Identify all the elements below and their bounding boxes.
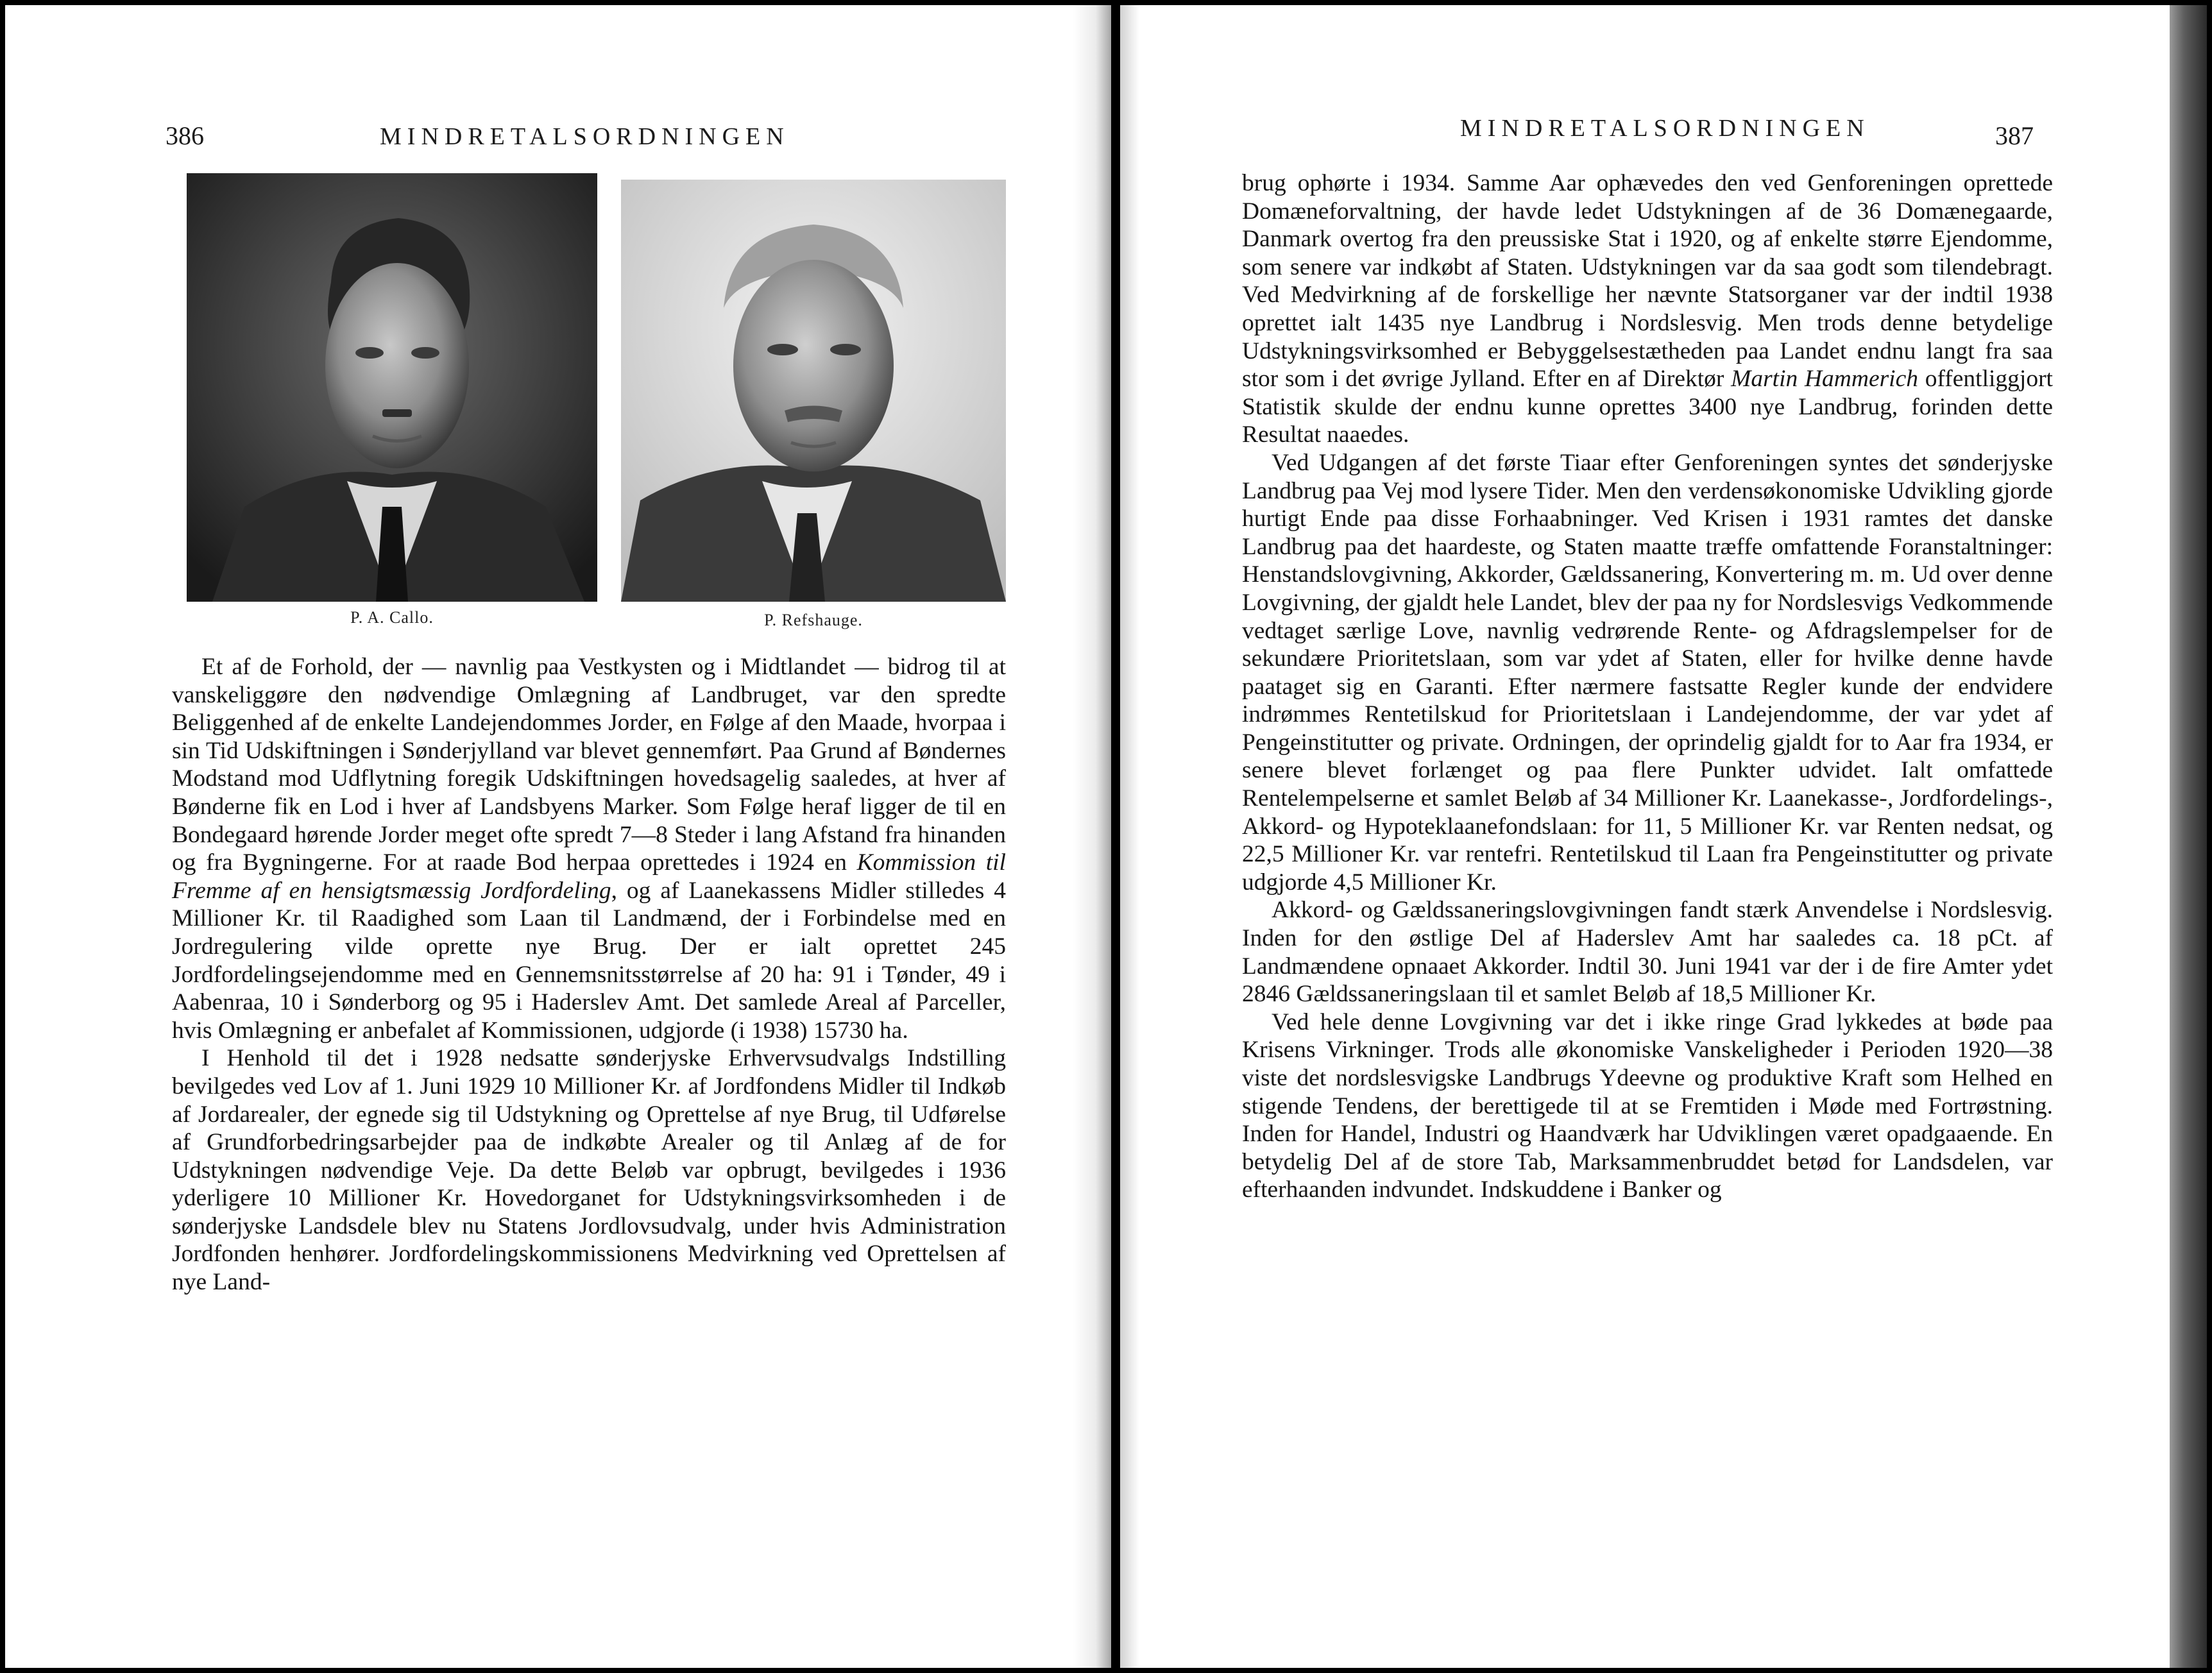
text-run: brug ophørte i 1934. Samme Aar ophævedes den ved Genforeningen oprettede Domæneforvaltning, der havde ledet Udstykningen af de 36 Domænegaarde, Danmark overtog fra den preussiske Stat i 1920, og af enkelte større Ejendomme, som senere var indkøbt af Staten. Udstykningen var da saa godt som tilendebragt. Ved Medvirkning af de forskellige her nævnte Statsorganer var der indtil 1938 oprettet ialt 1435 nye Landbrug i Nordslesvig. Men trods denne betydelige Udstykningsvirksomhed er Bebyggelsestætheden paa Landet endnu langt fra saa stor som i det øvrige Jylland. Efter en af Direktør bbox=[1242, 170, 2053, 393]
right-running-head: MINDRETALSORDNINGEN bbox=[1460, 115, 1870, 142]
text-run: Ved hele denne Lovgivning var det i ikke ringe Grad lykkedes at bøde paa Krisens Virkninger. Trods alle økonomiske Vanskeligheder i Perioden 1920—38 viste det nordslesvigske Landbrugs Ydeevne og produktive Kraft som Helhed en stigende Tendens, der berettigede til at se Fremtiden i Møde med Fortrøstning. Inden for Handel, Industri og Haandværk har Udviklingen været opadgaaende. En betydelig Del af de store Tab, Marksammenbruddet betød for Landsdelen, var efterhaanden indvundet. Indskuddene i Banker og bbox=[1242, 1008, 2053, 1203]
portrait-photo-refshauge bbox=[621, 180, 1006, 602]
page-gutter-shadow bbox=[1073, 5, 1111, 1668]
paragraph bbox=[1242, 896, 2053, 1008]
text-run: , og af Laanekassens Midler stilledes 4 Millioner Kr. til Raadighed som Laan til Landmænd, der i Forbindelse med en Jordregulering vilde oprette nye Brug. Der er ialt oprettet 245 Jordfordelingsejendomme med en Gennemsnitsstørrelse af 20 ha: 91 i Tønder, 49 i Aabenraa, 10 i Sønderborg og 95 i Haderslev Amt. Det samlede Areal af Parceller, hvis Omlægning er anbefalet af Kommissionen, udgjorde (i 1938) 15730 ha. bbox=[172, 877, 1006, 1044]
caption-callo: P. A. Callo. bbox=[350, 608, 434, 627]
emphasized-text: Kommission til Fremme af en hensigtsmæssig Jordfordeling bbox=[172, 849, 1006, 904]
left-page-number: 386 bbox=[166, 121, 204, 150]
portrait-photo-callo-icon bbox=[187, 173, 597, 602]
paragraph bbox=[1242, 449, 2053, 897]
caption-refshauge: P. Refshauge. bbox=[764, 611, 863, 629]
page-edge-shadow bbox=[2170, 5, 2207, 1668]
portrait-photo-refshauge-icon bbox=[621, 180, 1006, 602]
portrait-photo-callo bbox=[187, 173, 597, 602]
left-running-head: MINDRETALSORDNINGEN bbox=[380, 123, 790, 150]
paragraph bbox=[172, 1044, 1006, 1296]
right-body-text bbox=[1242, 169, 2053, 1204]
text-run: Et af de Forhold, der — navnlig paa Vestkysten og i Midtlandet — bidrog til at vanskeliggøre den nødvendige Omlægning af Landbruget, var den spredte Beliggenhed af de enkelte Landejendommes Jorder, en Følge af den Maade, hvorpaa i sin Tid Udskiftningen i Sønderjylland var blevet gennemført. Paa Grund af Bøndernes Modstand mod Udflytning foregik Udskiftningen hovedsagelig saaledes, at hver af Bønderne fik en Lod i hver af Landsbyens Marker. Som Følge heraf ligger de til en Bondegaard hørende Jorder meget ofte spredt 7—8 Steder i lang Afstand fra hinanden og fra Bygningerne. For at raade Bod herpaa oprettedes i 1924 en bbox=[172, 654, 1006, 876]
page-spine-shadow bbox=[1120, 5, 1139, 1668]
text-run: Akkord- og Gældssaneringslovgivningen fandt stærk Anvendelse i Nordslesvig. Inden for den østlige Del af Haderslev Amt har saaledes ca. 18 pCt. af Landmændene opnaaet Akkorder. Indtil 30. Juni 1941 var der i de fire Amter ydet 2846 Gældssaneringslaan til et samlet Beløb af 18,5 Millioner Kr. bbox=[1242, 897, 2053, 1008]
right-page bbox=[1120, 5, 2207, 1668]
right-page-number: 387 bbox=[1995, 121, 2034, 150]
text-run: Ved Udgangen af det første Tiaar efter Genforeningen syntes det sønderjyske Landbrug paa Vej mod lysere Tider. Men den verdensøkonomiske Udvikling gjorde hurtigt Ende paa disse Forhaabninger. Ved Krisen i 1931 ramtes det danske Landbrug paa det haardeste, og Staten maatte træffe omfattende Foranstaltninger: Henstandslovgivning, Akkorder, Gældssanering, Konvertering m. m. Ud over denne Lovgivning, der gjaldt hele Landet, blev der paa ny for Nordslesvigs Vedkommende vedtaget særlige Love, navnlig vedrørende Rente- og Afdragslempelser for de sekundære Prioritetslaan, som var ydet af Staten, eller for hvilke denne havde paataget sig en Garanti. Efter nærmere fastsatte Regler kunde der endvidere indrømmes Rentetilskud for Prioritetslaan i Landejendomme, der var ydet af Pengeinstitutter og private. Ordningen, der oprindelig gjaldt for to Aar fra 1934, er senere blevet forlænget og paa flere Punkter udvidet. Ialt omfattede Rentelempelserne et samlet Beløb af 34 Millioner Kr. Laanekasse-, Jordfordelings-, Akkord- og Hypoteklaanefondslaan: for 11, 5 Millioner Kr. var Renten nedsat, og 22,5 Millioner Kr. var rentefri. Rentetilskud til Laan fra Pengeinstitutter og private udgjorde 4,5 Millioner Kr. bbox=[1242, 449, 2053, 896]
text-run: I Henhold til det i 1928 nedsatte sønderjyske Erhvervsudvalgs Indstilling bevilgedes ved Lov af 1. Juni 1929 10 Millioner Kr. af Jordfondens Midler til Indkøb af Jordarealer, der egnede sig til Udstykning og Oprettelse af nye Brug, til Udførelse af Grundforbedringsarbejder paa de indkøbte Arealer og til Anlæg af de for Udstykningen nødvendige Veje. Da dette Beløb var opbrugt, bevilgedes i 1936 yderligere 10 Millioner Kr. Hovedorganet for Udstykningsvirksomheden i de sønderjyske Landsdele blev nu Statens Jordlovsudvalg, under hvis Administration Jordfonden henhører. Jordfordelingskommissionens Medvirkning ved Oprettelsen af nye Land- bbox=[172, 1045, 1006, 1296]
paragraph bbox=[1242, 169, 2053, 449]
emphasized-text: Martin Hammerich bbox=[1731, 366, 1918, 393]
paragraph bbox=[1242, 1008, 2053, 1204]
left-body-text bbox=[172, 653, 1006, 1296]
left-page bbox=[5, 5, 1111, 1668]
paragraph bbox=[172, 653, 1006, 1044]
text-run: offentliggjort Statistik skulde der endnu kunne oprettes 3400 nye Landbrug, forinden dette Resultat naaedes. bbox=[1242, 366, 2053, 448]
